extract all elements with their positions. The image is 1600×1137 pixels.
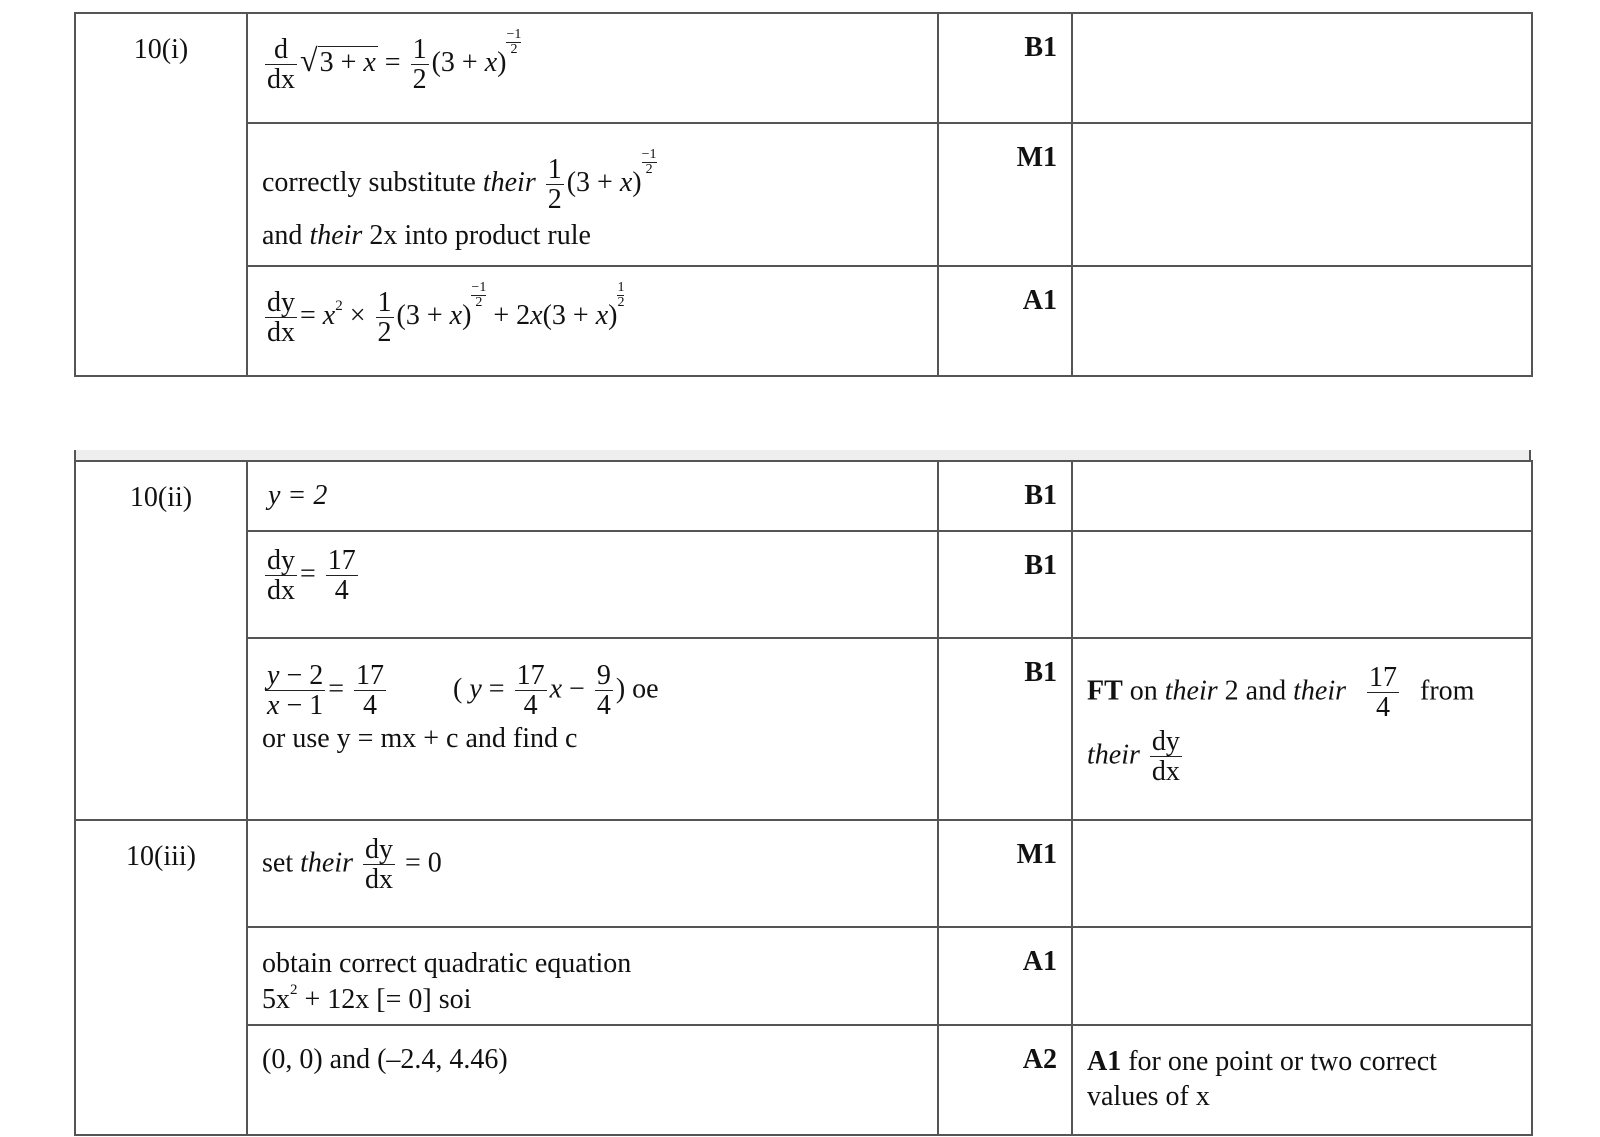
- table-row: [75, 927, 1532, 1025]
- answer-text: (0, 0) and (–2.4, 4.46): [262, 1044, 508, 1075]
- answer-text: 5x: [262, 984, 290, 1015]
- marks-cell: B1: [938, 13, 1072, 123]
- marks-cell: B1: [938, 461, 1072, 531]
- marks-cell: A1: [938, 927, 1072, 1025]
- dy-dx-fraction: $\frac{dy}{dx}$: [365, 834, 393, 896]
- answer-cell: obtain correct quadratic equation 5x2 + 12x [= 0] soi: [247, 927, 938, 1025]
- answer-text: + 12x [= 0] soi: [297, 984, 472, 1015]
- answer-cell: [247, 1025, 938, 1135]
- half-fraction: $\frac{1}{2}$: [412, 33, 427, 96]
- guidance-cell: [1072, 266, 1532, 376]
- answer-cell: $\frac{y - 2}{x - 1}$ = $\frac{17}{4}$ ( y = $\frac{17}{4}$ x − $\frac{9}{4}$ ) oe or use y = mx + c and find c: [247, 638, 938, 820]
- dy-dx-fraction: $\frac{dy}{dx}$: [267, 286, 295, 349]
- answer-cell: $\frac{dy}{dx}$ = x2 × $\frac{1}{2}$ (3 + x) $\frac{-1}{2}$ + 2x(3 + x) $\frac{1}{2}$: [247, 266, 938, 376]
- question-number: 10(i): [75, 13, 247, 376]
- exponent-minus-half: $\frac{-1}{2}$: [506, 27, 522, 57]
- guidance-cell: [1072, 1025, 1532, 1135]
- guidance-cell: [1072, 531, 1532, 638]
- question-number: 10(ii): [75, 461, 247, 820]
- d-dx-fraction: $\frac{d}{dx}$: [267, 33, 295, 96]
- table-row: [75, 820, 1532, 927]
- guidance-cell: [1072, 461, 1532, 531]
- answer-text: set: [262, 847, 294, 879]
- guidance-cell: [1072, 927, 1532, 1025]
- table-row: [75, 123, 1532, 266]
- their-text: their: [1087, 739, 1140, 771]
- mark-scheme-table-10ii-10iii: [74, 460, 1533, 1136]
- guidance-mark-label: A1: [1087, 1046, 1122, 1077]
- ft-label: FT: [1087, 675, 1123, 707]
- seventeen-quarters-fraction: $\frac{17}{4}$: [356, 660, 385, 722]
- guidance-cell: [1072, 13, 1532, 123]
- table-row: [75, 531, 1532, 638]
- answer-cell: $\frac{dy}{dx}$ = $\frac{17}{4}$: [247, 531, 938, 638]
- marks-cell: A2: [938, 1025, 1072, 1135]
- guidance-cell: [1072, 638, 1532, 820]
- table-header-band: [74, 450, 1531, 460]
- equals-zero: = 0: [405, 847, 442, 879]
- seventeen-quarters-fraction: $\frac{17}{4}$: [516, 660, 545, 722]
- marks-cell: A1: [938, 266, 1072, 376]
- answer-text: correctly substitute: [262, 167, 476, 198]
- guidance-text: from: [1420, 675, 1475, 707]
- dy-dx-fraction: $\frac{dy}{dx}$: [267, 545, 295, 607]
- half-fraction: $\frac{1}{2}$: [547, 153, 562, 216]
- half-fraction: $\frac{1}{2}$: [377, 286, 392, 349]
- exponent-minus-half: $\frac{-1}{2}$: [471, 280, 487, 310]
- their-text: their: [1293, 675, 1346, 707]
- table-row: [75, 266, 1532, 376]
- table-row: [75, 638, 1532, 820]
- guidance-cell: [1072, 820, 1532, 927]
- guidance-text: for one point or two correct: [1121, 1046, 1437, 1077]
- marks-cell: M1: [938, 123, 1072, 266]
- answer-cell: correctly substitute their $\frac{1}{2}$ (3 + x) $\frac{-1}{2}$ and their 2x into product rule: [247, 123, 938, 266]
- their-text: their: [482, 167, 536, 198]
- guidance-text: 2 and: [1224, 675, 1287, 707]
- exponent-minus-half: $\frac{-1}{2}$: [641, 147, 657, 177]
- answer-text: or use y = mx + c and find c: [262, 722, 578, 754]
- answer-text: obtain correct quadratic equation: [262, 948, 632, 979]
- answer-cell: [247, 820, 938, 927]
- oe-text: oe: [632, 673, 659, 705]
- answer-cell: [247, 461, 938, 531]
- nine-quarters-fraction: $\frac{9}{4}$: [596, 660, 611, 722]
- mark-scheme-table-10i: [74, 12, 1533, 377]
- marks-cell: M1: [938, 820, 1072, 927]
- answer-text: y = 2: [268, 480, 328, 511]
- seventeen-quarters-fraction: $\frac{17}{4}$: [327, 545, 356, 607]
- their-text: their: [1164, 675, 1218, 707]
- table-row: [75, 13, 1532, 123]
- answer-cell: $\frac{d}{dx}$ √3 + x = $\frac{1}{2}$ (3 + x) $\frac{-1}{2}$: [247, 13, 938, 123]
- their-text: their: [300, 847, 353, 879]
- exponent-half: $\frac{1}{2}$: [617, 280, 625, 310]
- question-number: 10(iii): [75, 820, 247, 1135]
- dy-dx-fraction: $\frac{dy}{dx}$: [1151, 725, 1180, 788]
- table-row: [75, 461, 1532, 531]
- their-text: their: [309, 220, 363, 252]
- guidance-text: on: [1129, 675, 1158, 707]
- y-minus-2-over-x-minus-1: $\frac{y - 2}{x - 1}$: [267, 660, 324, 722]
- marks-cell: B1: [938, 638, 1072, 820]
- guidance-cell: [1072, 123, 1532, 266]
- guidance-text: values of x: [1087, 1081, 1210, 1112]
- table-row: [75, 1025, 1532, 1135]
- answer-text: 2x into product rule: [369, 220, 591, 252]
- seventeen-quarters-fraction: $\frac{17}{4}$: [1369, 662, 1397, 724]
- answer-text: and: [262, 220, 303, 252]
- marks-cell: B1: [938, 531, 1072, 638]
